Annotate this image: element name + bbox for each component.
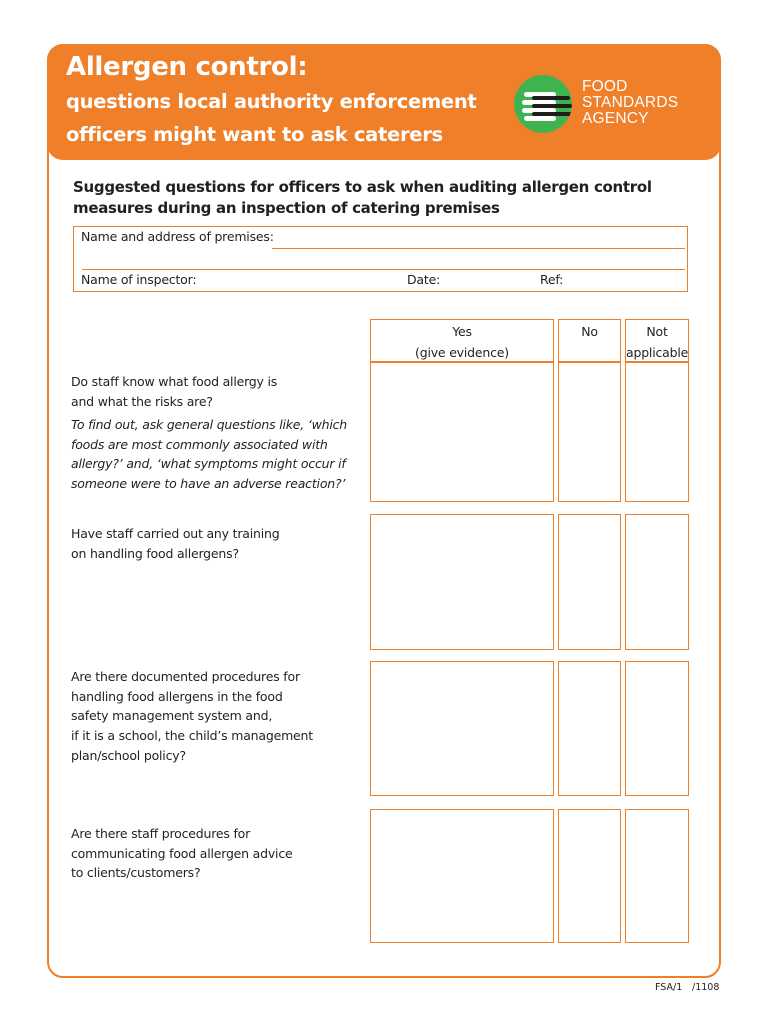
question-4-line: communicating food allergen advice (71, 845, 293, 861)
question-3-line: safety management system and, (71, 708, 273, 724)
date-label: Date: (407, 272, 441, 287)
question-3-line: Are there documented procedures for (71, 669, 300, 684)
question-4-na-box[interactable] (625, 809, 689, 943)
question-1-hint-line: foods are most commonly associated with (71, 436, 328, 452)
logo-text-standards: STANDARDS (582, 94, 679, 111)
question-3-line: handling food allergens in the food (71, 688, 283, 704)
question-4-line: Are there staff procedures for (71, 826, 251, 841)
question-3-line: if it is a school, the child’s management (71, 728, 313, 744)
question-2-no-box[interactable] (558, 514, 621, 650)
question-1-text (71, 372, 277, 411)
column-header-no (558, 319, 621, 362)
question-1-hint-line: allergy?’ and, ‘what symptoms might occur if (71, 456, 346, 472)
question-1-no-box[interactable] (558, 362, 621, 502)
question-4-yes-box[interactable] (370, 809, 554, 943)
question-2-text (71, 524, 279, 563)
question-3-no-box[interactable] (558, 661, 621, 796)
question-1-na-box[interactable] (625, 362, 689, 502)
column-header-na-label: Not (646, 324, 668, 339)
column-header-yes-label: Yes (452, 324, 472, 339)
inspector-label: Name of inspector: (81, 272, 197, 287)
question-2-line: on handling food allergens? (71, 545, 239, 561)
question-3-line: plan/school policy? (71, 747, 186, 763)
page-subtitle-line-1: questions local authority enforcement (66, 90, 477, 113)
question-2-na-box[interactable] (625, 514, 689, 650)
footer-code-right: /1108 (692, 982, 720, 993)
question-4-no-box[interactable] (558, 809, 621, 943)
name-address-label: Name and address of premises: (81, 229, 274, 244)
premises-info-box (73, 226, 688, 292)
question-1-hint (71, 415, 347, 494)
footer-code-left: FSA/1 (655, 982, 683, 993)
page-title: Allergen control: (66, 52, 308, 82)
ref-label: Ref: (540, 272, 564, 287)
question-1-hint-line: someone were to have an adverse reaction?’ (71, 476, 346, 492)
page-subtitle-line-2: officers might want to ask caterers (66, 123, 443, 146)
column-header-yes (370, 319, 554, 362)
question-4-line: to clients/customers? (71, 865, 201, 881)
name-address-field-line-1[interactable] (272, 248, 685, 249)
question-2-line: Have staff carried out any training (71, 526, 280, 541)
name-address-field-line-2[interactable] (82, 269, 685, 270)
question-4-text (71, 824, 293, 883)
logo-text-food: FOOD (582, 78, 628, 95)
intro-heading-line-2: measures during an inspection of catering premises (73, 199, 500, 217)
column-header-yes-sublabel: (give evidence) (415, 345, 509, 360)
fork-and-knife-icon (514, 75, 572, 133)
question-1-line: Do staff know what food allergy is (71, 374, 278, 389)
column-header-no-label: No (581, 324, 598, 339)
column-header-not-applicable (625, 319, 689, 362)
column-header-na-sublabel: applicable (626, 345, 689, 360)
question-3-yes-box[interactable] (370, 661, 554, 796)
question-1-hint-line: To find out, ask general questions like, ‘which (71, 417, 348, 432)
question-1-yes-box[interactable] (370, 362, 554, 502)
question-2-yes-box[interactable] (370, 514, 554, 650)
intro-heading-line-1: Suggested questions for officers to ask when auditing allergen control (73, 178, 652, 196)
question-1-line: and what the risks are? (71, 393, 213, 409)
question-3-text (71, 667, 313, 766)
logo-text-agency: AGENCY (582, 110, 649, 127)
question-3-na-box[interactable] (625, 661, 689, 796)
